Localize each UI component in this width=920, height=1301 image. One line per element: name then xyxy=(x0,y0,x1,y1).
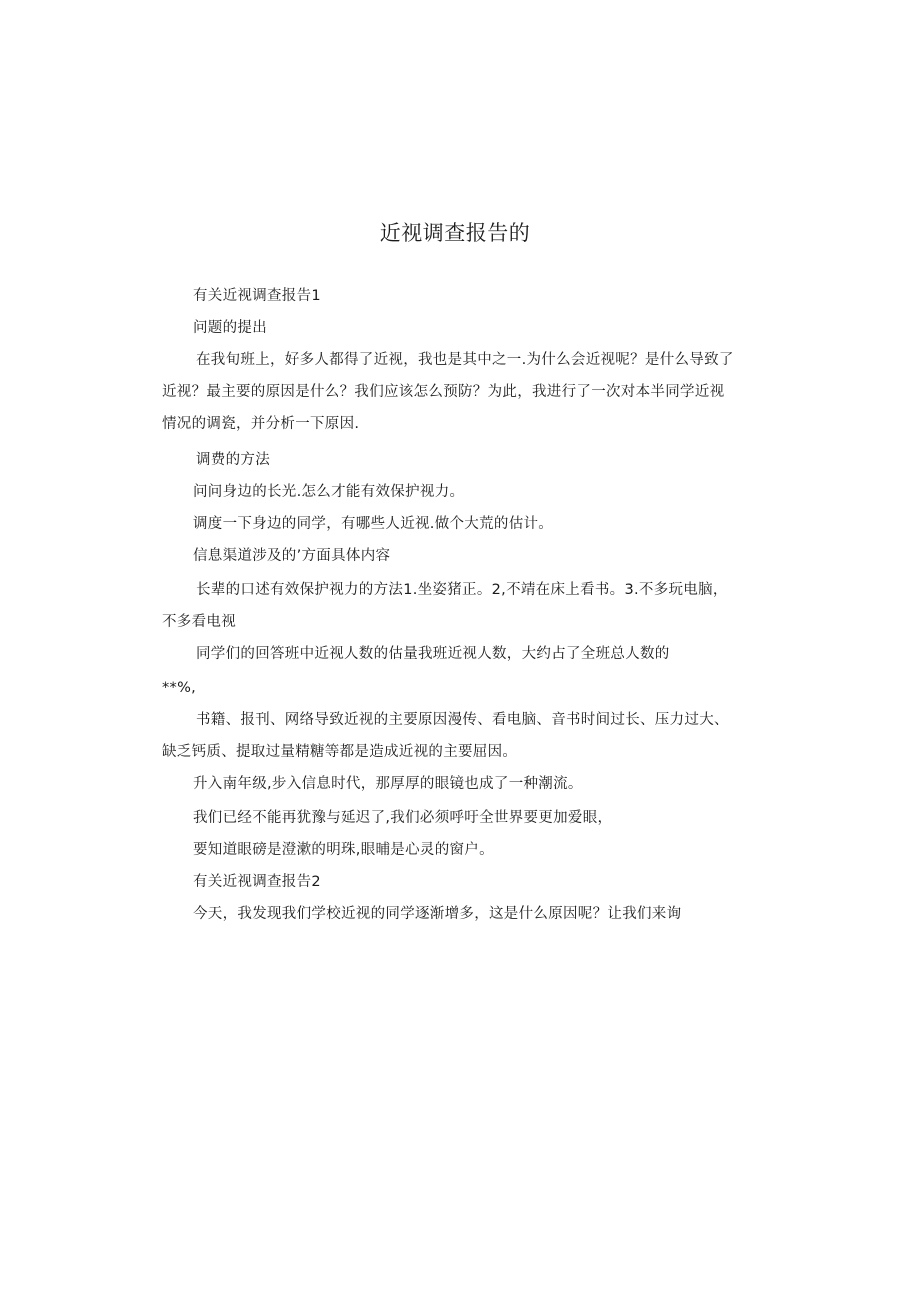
paragraph-line: 缺乏钙质、提取过量精糖等都是造成近视的主要屈因。 xyxy=(162,744,518,760)
report-1-heading: 有关近视调查报告1 xyxy=(193,288,321,304)
section-heading-method: 调费的方法 xyxy=(196,452,270,468)
paragraph-line: 不多看电视 xyxy=(162,614,236,630)
report-2-heading: 有关近视调查报告2 xyxy=(193,874,321,890)
paragraph-line: 今天，我发现我们学校近视的同学逐渐增多，这是什么原因呢？让我们来询 xyxy=(193,906,682,922)
paragraph-line: 升入南年级,步入信息时代，那厚厚的眼镜也成了一种潮流。 xyxy=(193,776,583,792)
paragraph-line: 问问身边的长光.怎么才能有效保护视力。 xyxy=(193,484,465,500)
section-heading-problem: 问题的提出 xyxy=(193,320,267,336)
paragraph-line: 近视？最主要的原因是什么？我们应该怎么预防？为此，我进行了一次对本半同学近视 xyxy=(162,384,725,400)
paragraph-line: 情况的调瓷，并分析一下原因. xyxy=(162,416,360,432)
paragraph-line: 长辈的口述有效保护视力的方法1.坐姿猪正。2,不靖在床上看书。3.不多玩电脑， xyxy=(196,582,728,598)
paragraph-line: 同学们的回答班中近视人数的估量我班近视人数，大约占了全班总人数的 xyxy=(196,646,670,662)
paragraph-line: **%, xyxy=(162,680,197,696)
paragraph-line: 调度一下身边的同学，有哪些人近视.做个大荒的估计。 xyxy=(193,516,554,532)
document-title: 近视调查报告的 xyxy=(379,221,531,245)
paragraph-line: 我们已经不能再犹豫与延迟了,我们必须呼吁全世界要更加爱眼， xyxy=(193,810,613,826)
paragraph-line: 要知道眼磅是澄漱的明珠,眼晡是心灵的窗户。 xyxy=(193,842,494,858)
paragraph-line: 在我旬班上，好多人都得了近视，我也是其中之一.为什么会近视呢？是什么导致了 xyxy=(196,352,734,368)
section-heading-sources: 信息渠道涉及的’方面具体内容 xyxy=(193,548,391,564)
paragraph-line: 书籍、报刊、网络导致近视的主要原因漫传、看电脑、音书时间过长、压力过大、 xyxy=(196,712,729,728)
